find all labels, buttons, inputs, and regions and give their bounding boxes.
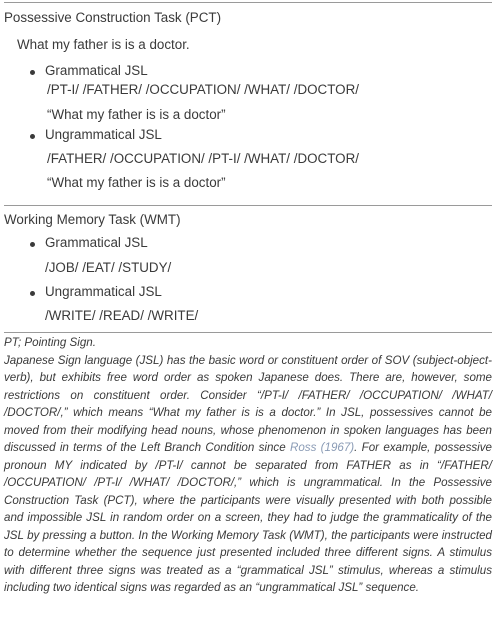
pct-ungrammatical-label: Ungrammatical JSL xyxy=(45,127,162,142)
pct-ungrammatical-gloss: “What my father is is a doctor” xyxy=(47,175,226,190)
pct-ungrammatical-signs: /FATHER/ /OCCUPATION/ /PT-I/ /WHAT/ /DOCTOR/ xyxy=(47,151,359,166)
note-text-part-1: Japanese Sign language (JSL) has the basic word or constituent order of SOV (subject-object-verb), but exhibits free word order as spoken Japanese does. There are, however, some restrictions on constituent order. Consider “/PT-I/ /FATHER/ /OCCUPATION/ /WHAT/ /DOCTOR/,” which means “What my father is is a doctor.” In JSL, possessives cannot be moved from their modifying head nouns, whose phenomenon in spoken languages has been discussed in terms of the Left Branch Condition since xyxy=(4,353,492,454)
wmt-grammatical-signs: /JOB/ /EAT/ /STUDY/ xyxy=(45,260,172,275)
note-text-part-2: . For example, possessive pronoun MY indicated by /PT-I/ cannot be separated from FATHER as in “/FATHER/ /OCCUPATION/ /PT-I/ /WHAT/ /DOCTOR/,” which is ungrammatical. In the Possessive Construction Task (PCT), where the participants were visually presented with both possible and impossible JSL in random order on a screen, they had to judge the grammaticality of the JSL by pressing a button. In the Working Memory Task (WMT), the participants were instructed to determine whether the sequence just presented included three different signs. A stimulus with different three signs was treated as a “grammatical JSL” stimulus, whereas a stimulus including two identical signs was regarded as an “ungrammatical JSL” sequence. xyxy=(4,441,492,594)
wmt-title: Working Memory Task (WMT) xyxy=(4,212,181,227)
pct-title: Possessive Construction Task (PCT) xyxy=(4,10,222,25)
pct-sentence: What my father is is a doctor. xyxy=(17,37,190,52)
pct-grammatical-gloss: “What my father is is a doctor” xyxy=(47,107,226,122)
explanation-note xyxy=(4,352,492,597)
bottom-rule xyxy=(4,332,492,333)
bullet-icon xyxy=(30,134,35,139)
pct-grammatical-label: Grammatical JSL xyxy=(45,63,148,78)
bullet-icon xyxy=(30,242,35,247)
pct-grammatical-signs: /PT-I/ /FATHER/ /OCCUPATION/ /WHAT/ /DOCTOR/ xyxy=(47,82,359,97)
wmt-grammatical-label: Grammatical JSL xyxy=(45,235,148,250)
citation-link[interactable]: Ross (1967) xyxy=(289,441,355,454)
top-rule xyxy=(4,2,492,3)
table-footnote xyxy=(4,334,492,597)
wmt-ungrammatical-signs: /WRITE/ /READ/ /WRITE/ xyxy=(45,308,199,323)
abbreviation-note: PT; Pointing Sign. xyxy=(4,336,96,349)
bullet-icon xyxy=(30,291,35,296)
section-divider xyxy=(4,205,492,206)
wmt-ungrammatical-label: Ungrammatical JSL xyxy=(45,284,162,299)
bullet-icon xyxy=(30,70,35,75)
